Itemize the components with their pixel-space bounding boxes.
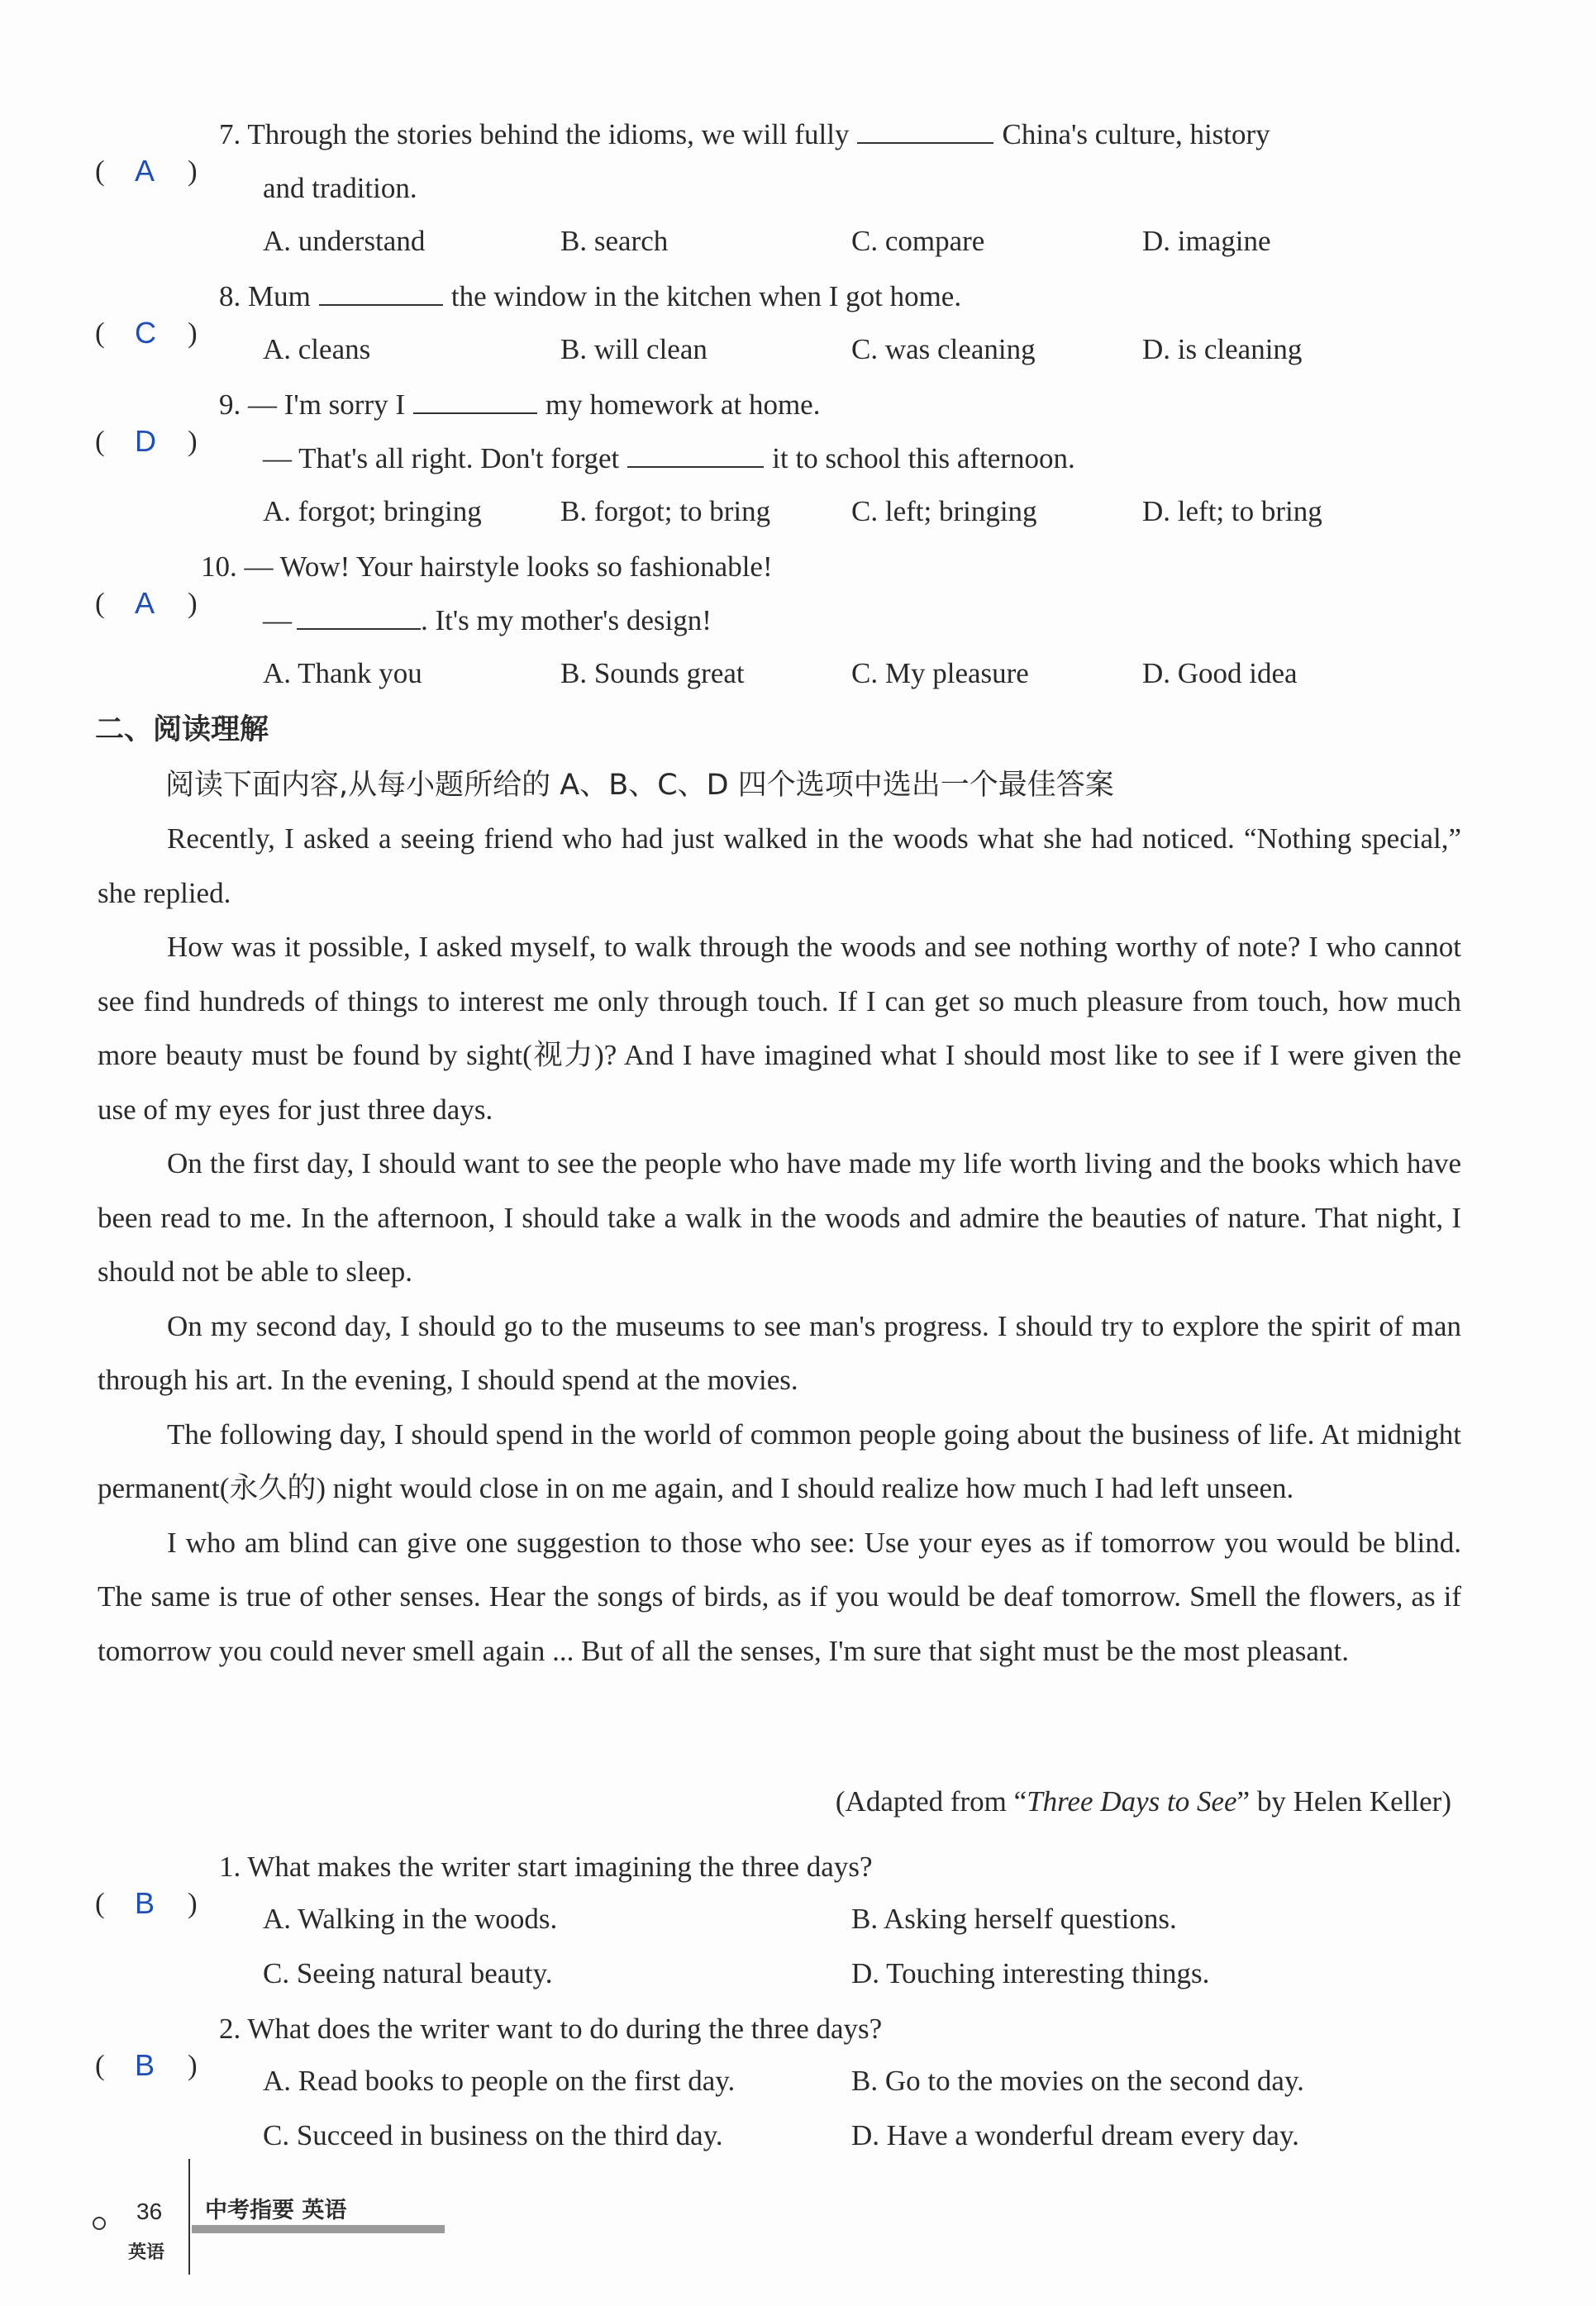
option-c: C. compare	[851, 225, 985, 257]
question-7: ( A ) 7. Through the stories behind the idioms, we will fully China's culture, history	[95, 107, 1270, 162]
footer-subject: 英语	[128, 2242, 165, 2263]
option-b: B. forgot; to bring	[560, 495, 771, 527]
option-d: D. imagine	[1142, 225, 1271, 257]
answer-blank	[627, 441, 764, 468]
option-d: D. Good idea	[1142, 657, 1298, 689]
question-9: ( D ) 9. — I'm sorry I my homework at home.	[95, 378, 820, 432]
paragraph: On the first day, I should want to see the people who have made my life worth living and the books which have been read to me. In the afternoon, I should take a walk in the woods and admire the beauties of nature. That night, I should not be able to sleep.	[98, 1147, 1461, 1288]
option-c: C. Succeed in business on the third day.	[263, 2119, 723, 2151]
footer-circle-ornament	[93, 2217, 106, 2230]
answer-mark: B	[135, 1886, 155, 1920]
option-c: C. was cleaning	[851, 333, 1036, 365]
section-instruction: 阅读下面内容,从每小题所给的 A、B、C、D 四个选项中选出一个最佳答案	[165, 769, 1114, 802]
question-8: ( C ) 8. Mum the window in the kitchen when I got home.	[95, 269, 961, 324]
question-10-line2: — . It's my mother's design!	[263, 604, 712, 636]
reading-question-2: ( B ) 2. What does the writer want to do during the three days?	[95, 2002, 882, 2056]
page-number: 36	[136, 2199, 163, 2224]
option-d: D. left; to bring	[1142, 495, 1322, 527]
answer-blank	[297, 603, 421, 630]
answer-blank	[413, 388, 537, 414]
answer-mark: A	[135, 154, 155, 188]
footer-book-title: 中考指要 英语	[205, 2198, 347, 2223]
question-10: ( A ) 10. — Wow! Your hairstyle looks so fashionable!	[95, 540, 773, 594]
option-c: C. Seeing natural beauty.	[263, 1957, 553, 1989]
source-citation: (Adapted from “Three Days to See” by Helen Keller)	[835, 1785, 1451, 1818]
question-7-continued: and tradition.	[263, 172, 417, 204]
option-b: B. search	[560, 225, 669, 257]
paragraph: The following day, I should spend in the world of common people going about the business of life. At midnight permanent(永久的) night would close in on me again, and I should realize how much I had left unseen.	[98, 1417, 1461, 1504]
option-a: A. understand	[263, 225, 426, 257]
paragraph: Recently, I asked a seeing friend who had just walked in the woods what she had noticed. “Nothing special,” she replied.	[98, 822, 1461, 909]
answer-mark: D	[135, 424, 156, 458]
option-a: A. forgot; bringing	[263, 495, 482, 527]
paragraph: How was it possible, I asked myself, to walk through the woods and see nothing worthy of note? I who cannot see find hundreds of things to interest me only through touch. If I can get so much pleasure from touch, how much more beauty must be found by sight(视力)? And I have imagined what I should most like to see if I were given the use of my eyes for just three days.	[98, 931, 1461, 1126]
reading-passage	[98, 812, 1461, 1678]
answer-mark: C	[135, 316, 156, 350]
answer-mark: A	[135, 586, 155, 620]
section-title: 二、阅读理解	[95, 713, 269, 746]
option-a: A. Read books to people on the first day.	[263, 2065, 736, 2097]
answer-blank	[857, 117, 993, 144]
footer-bar	[192, 2225, 445, 2233]
option-c: C. My pleasure	[851, 657, 1029, 689]
option-b: B. will clean	[560, 333, 707, 365]
option-d: D. Have a wonderful dream every day.	[851, 2119, 1299, 2151]
option-a: A. Thank you	[263, 657, 422, 689]
answer-mark: B	[135, 2048, 155, 2082]
paragraph: On my second day, I should go to the museums to see man's progress. I should try to explore the spirit of man through his art. In the evening, I should spend at the movies.	[98, 1309, 1461, 1396]
question-9-line2: — That's all right. Don't forget it to school this afternoon.	[263, 442, 1075, 474]
option-d: D. Touching interesting things.	[851, 1957, 1210, 1989]
option-a: A. Walking in the woods.	[263, 1903, 558, 1935]
paragraph: I who am blind can give one suggestion to those who see: Use your eyes as if tomorrow you would be blind. The same is true of other senses. Hear the songs of birds, as if you would be deaf tomorrow. Smell the flowers, as if tomorrow you could never smell again ... But of all the senses, I'm sure that sight must be the most pleasant.	[98, 1526, 1461, 1667]
option-b: B. Asking herself questions.	[851, 1903, 1177, 1935]
option-c: C. left; bringing	[851, 495, 1037, 527]
reading-question-1: ( B ) 1. What makes the writer start imagining the three days?	[95, 1840, 873, 1894]
source-title: Three Days to See	[1027, 1785, 1237, 1818]
option-d: D. is cleaning	[1142, 333, 1303, 365]
answer-blank	[319, 279, 443, 306]
option-a: A. cleans	[263, 333, 371, 365]
option-b: B. Go to the movies on the second day.	[851, 2065, 1304, 2097]
footer-divider	[188, 2159, 190, 2275]
option-b: B. Sounds great	[560, 657, 745, 689]
